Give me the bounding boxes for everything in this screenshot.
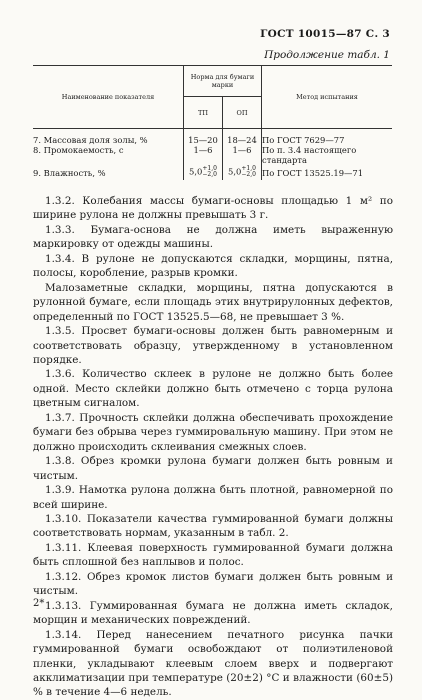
row-op-base: 5,0 (228, 166, 242, 177)
paragraph: 1.3.10. Показатели качества гуммированной бумаги должны соответствовать нормам, указанным в табл. 2. (33, 512, 393, 540)
row-tp-value (184, 165, 223, 178)
row-method: По ГОСТ 13525.19—71 (262, 165, 393, 178)
row-tp-plus: +1,0 (202, 165, 217, 172)
row-op-minus: −2,0 (241, 171, 256, 178)
paragraph: 1.3.2. Колебания массы бумаги-основы площадью 1 м² по ширине рулона не должны превышать 3 г. (33, 195, 393, 222)
row-tp-base: 5,0 (189, 166, 203, 177)
row-op: 18—24 (223, 129, 262, 146)
table-row (33, 129, 392, 146)
body-text (33, 194, 393, 700)
paragraph: 1.3.9. Намотка рулона должна быть плотной, равномерной по всей ширине. (33, 484, 393, 511)
paragraph: 1.3.13. Гуммированная бумага не должна иметь складок, морщин и механических повреждений. (33, 599, 393, 627)
paragraph: 1.3.5. Просвет бумаги-основы должен быть равномерным и соответствовать образцу, утвержденному в установленном порядке. (33, 325, 393, 366)
table-row (33, 165, 392, 178)
row-op-plus: +1,0 (241, 165, 256, 172)
spec-table (33, 65, 392, 180)
row-method: По ГОСТ 7629—77 (262, 129, 393, 146)
row-op-tolerance (241, 166, 256, 178)
paragraph: 1.3.4. В рулоне не допускаются складки, морщины, пятна, полосы, коробление, разрыв кромки. (33, 252, 393, 280)
row-name: 9. Влажность, % (33, 168, 106, 178)
paragraph: 1.3.11. Клеевая поверхность гуммированной бумаги должна быть сплошной без наплывов и полос. (33, 541, 393, 569)
row-tp-tolerance (202, 166, 217, 178)
col-method-header: Метод испытания (262, 66, 393, 129)
row-op: 1—6 (223, 145, 262, 165)
row-tp-minus: −2,0 (202, 171, 217, 178)
col-tp-header: ТП (184, 97, 223, 129)
paragraph: 1.3.3. Бумага-основа не должна иметь выраженную маркировку от одежды машины. (33, 223, 393, 251)
col-indicator-header: Наименование показателя (33, 66, 184, 129)
row-tp: 1—6 (184, 145, 223, 165)
page-header: ГОСТ 10015—87 С. 3 (260, 28, 390, 40)
col-op-header: ОП (223, 97, 262, 129)
row-name: 8. Промокаемость, с (33, 145, 124, 155)
row-method: По п. 3.4 настоящего стандарта (262, 145, 393, 165)
paragraph: 1.3.7. Прочность склейки должна обеспечивать прохождение бумаги без обрыва через гуммировальную машину. При этом не должно происходить склеивания смежных слоев. (33, 411, 393, 453)
paragraph: 1.3.12. Обрез кромок листов бумаги должен быть ровным и чистым. (33, 570, 393, 598)
col-norm-header: Норма для бумаги марки (184, 66, 262, 97)
table-continuation-caption: Продолжение табл. 1 (264, 49, 390, 61)
paragraph: Малозаметные складки, морщины, пятна допускаются в рулонной бумаге, если площадь этих внутрирулонных дефектов, определенный по ГОСТ 13525.5—68, не превышает 3 %. (33, 281, 393, 323)
row-name: 7. Массовая доля золы, % (33, 135, 148, 145)
paragraph: 1.3.14. Перед нанесением печатного рисунка пачки гуммированной бумаги освобождают от полиэтиленовой пленки, укладывают клеевым слоем вверх и подвергают акклиматизации при температуре (20±2) °С и влажности (60±5) % в течение 4—6 недель. (33, 628, 393, 699)
page-footer-mark: 2* (33, 598, 45, 609)
paragraph: 1.3.6. Количество склеек в рулоне не должно быть более одной. Место склейки должно быть отмечено с торца рулона цветным сигналом. (33, 368, 393, 410)
row-op-value (223, 165, 262, 178)
row-tp: 15—20 (184, 129, 223, 146)
table-row (33, 145, 392, 165)
paragraph: 1.3.8. Обрез кромки рулона бумаги должен быть ровным и чистым. (33, 455, 393, 482)
